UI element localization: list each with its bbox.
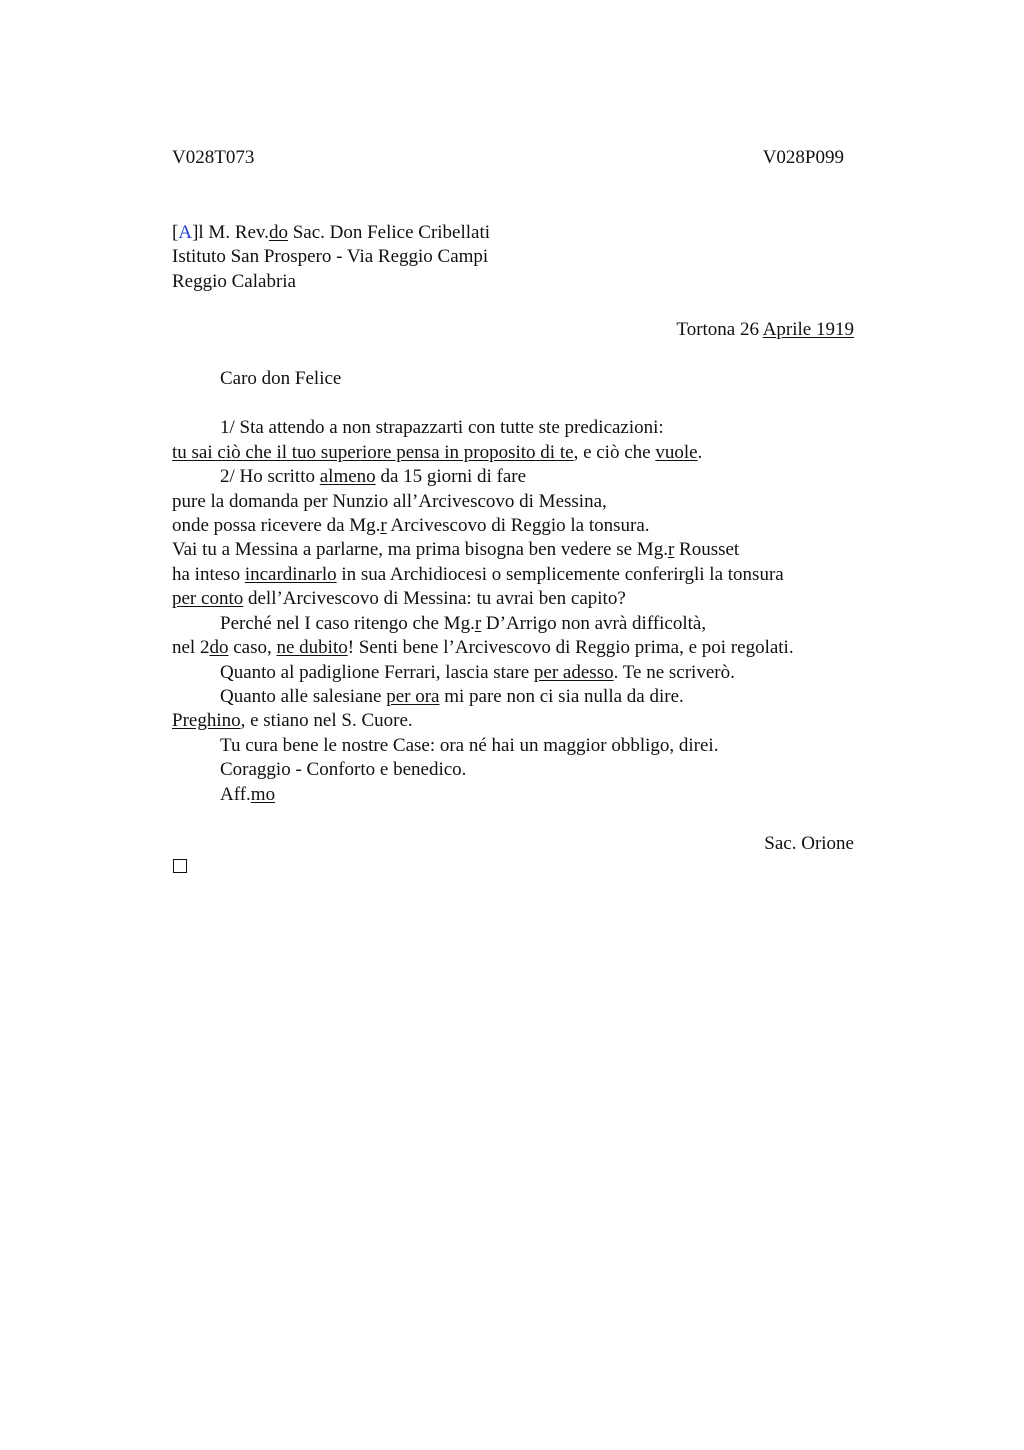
address-line-3: Reggio Calabria xyxy=(172,271,296,292)
letter-date: Tortona 26 Aprile 1919 xyxy=(676,319,854,340)
body-line: Tu cura bene le nostre Case: ora né hai un maggior obbligo, direi. xyxy=(220,735,719,756)
body-line: nel 2do caso, ne dubito! Senti bene l’Arcivescovo di Reggio prima, e poi regolati. xyxy=(172,637,794,658)
body-line: Perché nel I caso ritengo che Mg.r D’Arrigo non avrà difficoltà, xyxy=(220,613,707,634)
body-line: Coraggio - Conforto e benedico. xyxy=(220,759,467,780)
document-code-left: V028T073 xyxy=(172,147,255,168)
body-line: Vai tu a Messina a parlarne, ma prima bisogna ben vedere se Mg.r Rousset xyxy=(172,539,740,560)
address-line-2: Istituto San Prospero - Via Reggio Campi xyxy=(172,246,489,267)
salutation: Caro don Felice xyxy=(220,368,342,389)
restored-letter: A xyxy=(178,222,193,243)
closing: Aff.mo xyxy=(220,784,276,805)
body-line: onde possa ricevere da Mg.r Arcivescovo di Reggio la tonsura. xyxy=(172,515,650,536)
body-line: Preghino, e stiano nel S. Cuore. xyxy=(172,710,413,731)
document-code-right: V028P099 xyxy=(762,147,844,168)
body-line: per conto dell’Arcivescovo di Messina: tu avrai ben capito? xyxy=(172,588,626,609)
body-line: Quanto al padiglione Ferrari, lascia stare per adesso. Te ne scriverò. xyxy=(220,662,735,683)
address-line-1: [A]l M. Rev.do Sac. Don Felice Cribellati xyxy=(172,222,491,243)
body-line: ha inteso incardinarlo in sua Archidiocesi o semplicemente conferirgli la tonsura xyxy=(172,564,784,585)
body-line: 1/ Sta attendo a non strapazzarti con tutte ste predicazioni: xyxy=(220,417,664,438)
body-line: pure la domanda per Nunzio all’Arcivescovo di Messina, xyxy=(172,491,607,512)
body-line: tu sai ciò che il tuo superiore pensa in proposito di te, e ciò che vuole. xyxy=(172,442,703,463)
checkbox-marker-icon xyxy=(173,859,187,873)
body-line: 2/ Ho scritto almeno da 15 giorni di fare xyxy=(220,466,527,487)
body-line: Quanto alle salesiane per ora mi pare non ci sia nulla da dire. xyxy=(220,686,684,707)
signature: Sac. Orione xyxy=(764,833,854,854)
